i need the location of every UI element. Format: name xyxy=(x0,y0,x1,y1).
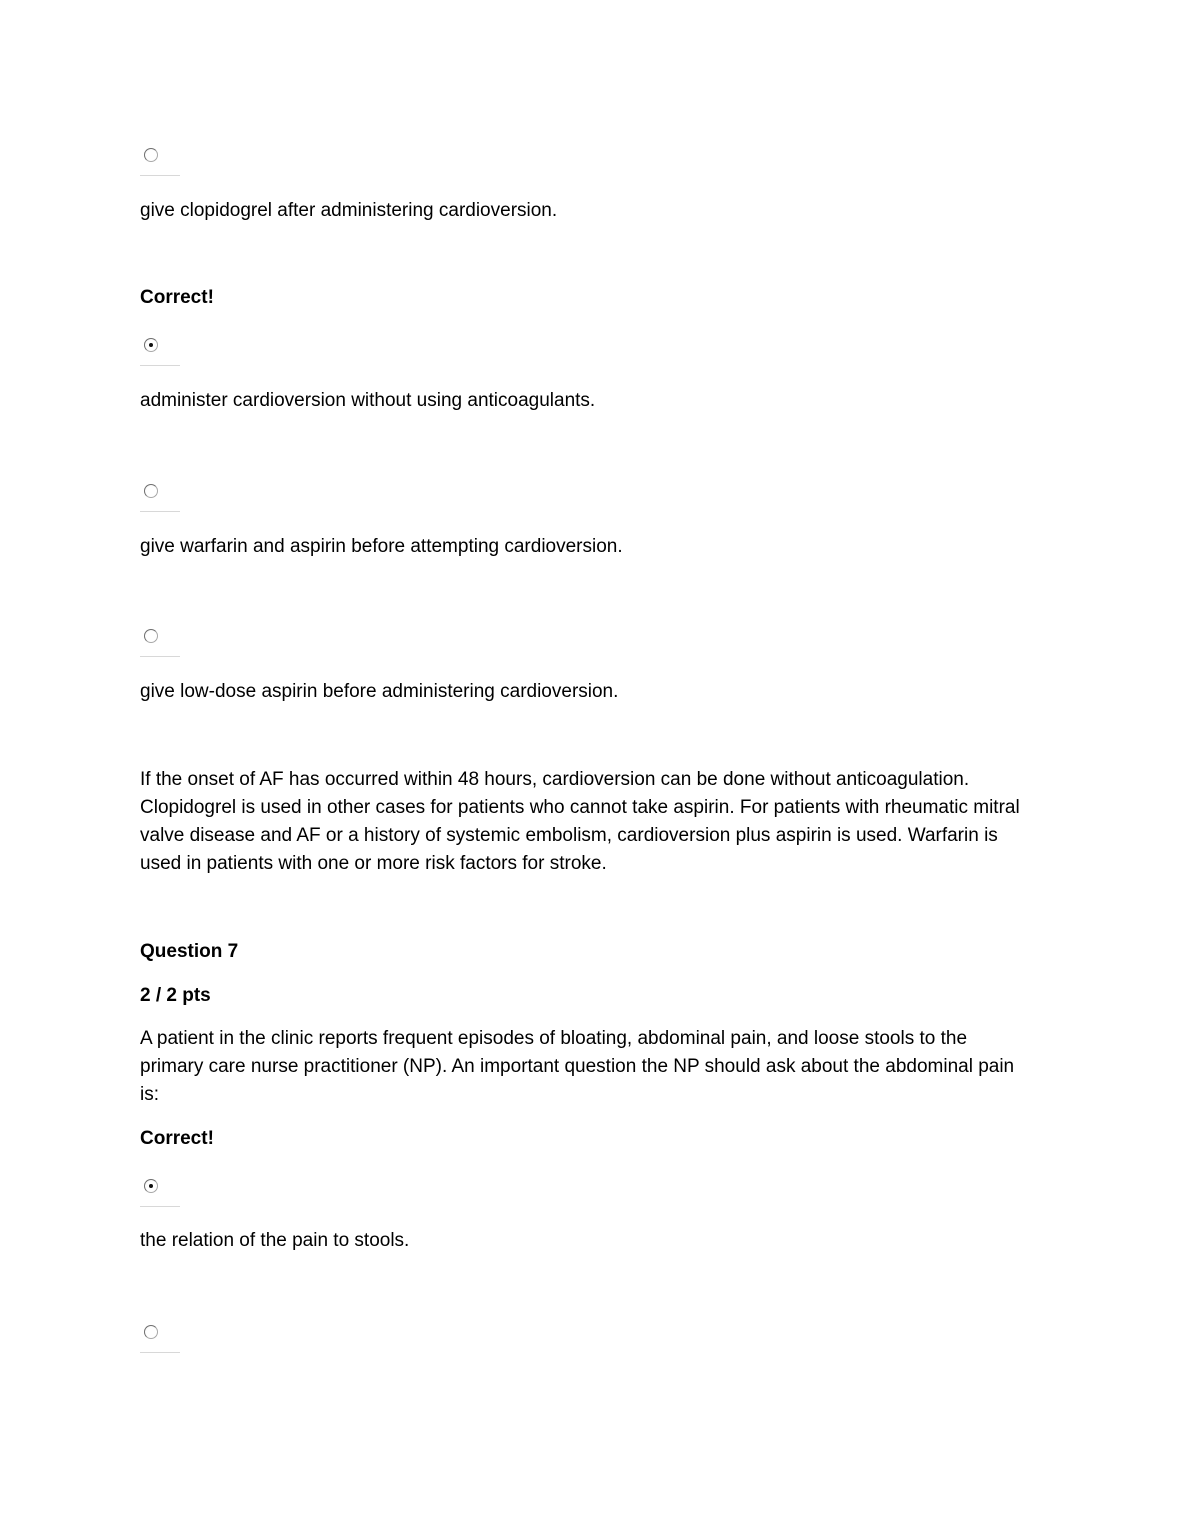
q7-points: 2 / 2 pts xyxy=(140,985,211,1006)
q7-option-2-radio[interactable] xyxy=(140,1322,180,1353)
q6-option-4-radio[interactable] xyxy=(140,626,180,657)
q7-option-1-text: the relation of the pain to stools. xyxy=(140,1230,410,1251)
q6-option-3-text: give warfarin and aspirin before attempting cardioversion. xyxy=(140,536,623,557)
q6-option-2-radio[interactable] xyxy=(140,335,180,366)
radio-unselected-icon xyxy=(144,148,158,162)
q6-option-2-text: administer cardioversion without using anticoagulants. xyxy=(140,390,596,411)
q7-correct-label: Correct! xyxy=(140,1128,214,1149)
radio-unselected-icon xyxy=(144,629,158,643)
radio-selected-icon xyxy=(144,1179,158,1193)
radio-unselected-icon xyxy=(144,1325,158,1339)
radio-unselected-icon xyxy=(144,484,158,498)
radio-selected-icon xyxy=(144,338,158,352)
q6-option-1-radio[interactable] xyxy=(140,145,180,176)
q7-title: Question 7 xyxy=(140,941,239,962)
q6-correct-label: Correct! xyxy=(140,287,214,308)
q6-option-1-text: give clopidogrel after administering cardioversion. xyxy=(140,200,558,221)
q7-option-1-radio[interactable] xyxy=(140,1176,180,1207)
q6-option-3-radio[interactable] xyxy=(140,481,180,512)
q6-option-4-text: give low-dose aspirin before administering cardioversion. xyxy=(140,681,619,702)
q7-prompt: A patient in the clinic reports frequent episodes of bloating, abdominal pain, and loose stools to the primary care nurse practitioner (NP). An important question the NP should ask about the abdominal pain is: xyxy=(140,1028,1015,1105)
q6-explanation: If the onset of AF has occurred within 48 hours, cardioversion can be done without anticoagulation. Clopidogrel is used in other cases for patients who cannot take aspirin. For patients with rheumatic mitral valve disease and AF or a history of systemic embolism, cardioversion plus aspirin is used. Warfarin is used in patients with one or more risk factors for stroke. xyxy=(140,769,1020,874)
